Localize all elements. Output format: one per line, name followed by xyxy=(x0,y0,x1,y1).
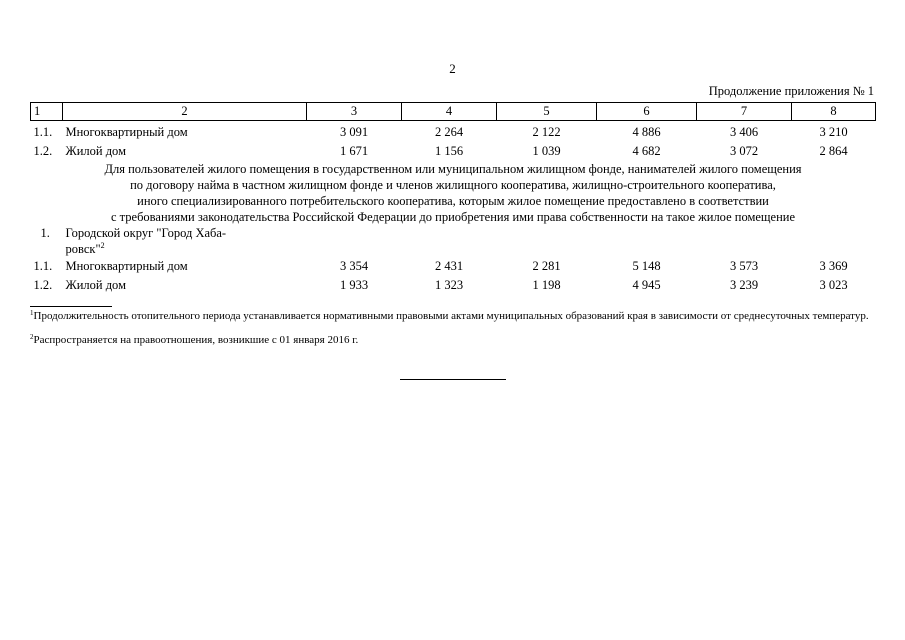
value-cell: 4 945 xyxy=(632,278,661,292)
value-cell: 1 198 xyxy=(532,278,561,292)
footnote-divider xyxy=(30,306,112,307)
footnote-mark: 1 xyxy=(30,309,34,317)
value-cell: 1 156 xyxy=(434,144,464,158)
header-row xyxy=(31,103,876,121)
row-name: Многоквартирный дом xyxy=(65,259,188,273)
section-note xyxy=(31,161,876,225)
value-cell: 3 239 xyxy=(729,278,759,292)
footnote-text: Распространяется на правоотношения, возникшие с 01 января 2016 г. xyxy=(33,334,359,346)
value-cell: 4 682 xyxy=(632,144,661,158)
section-note-line: Для пользователей жилого помещения в государственном или муниципальном жилищном фонде, нанимателей жилого помещения xyxy=(104,162,802,176)
value-cell: 2 264 xyxy=(434,125,464,139)
tariff-table xyxy=(30,102,876,295)
footnote-text: Продолжительность отопительного периода устанавливается нормативными правовыми актами муниципальных образований края в зависимости от среднесуточных температур. xyxy=(33,310,869,322)
table-row xyxy=(31,257,876,276)
footnote xyxy=(30,310,875,322)
row-number: 1.1. xyxy=(33,259,53,273)
end-divider xyxy=(400,379,506,380)
value-cell: 3 354 xyxy=(339,259,369,273)
value-cell: 3 210 xyxy=(819,125,848,139)
value-cell: 1 039 xyxy=(532,144,561,158)
header-cell: 6 xyxy=(597,103,697,121)
value-cell: 2 122 xyxy=(532,125,561,139)
header-cell: 4 xyxy=(402,103,497,121)
value-cell: 5 148 xyxy=(632,259,661,273)
row-number: 1.1. xyxy=(33,125,53,139)
footnote xyxy=(30,334,875,346)
page-number: 2 xyxy=(449,61,456,76)
district-row xyxy=(31,225,876,257)
continuation-label: Продолжение приложения № 1 xyxy=(708,84,874,98)
district-number: 1. xyxy=(40,226,50,240)
value-cell: 1 933 xyxy=(339,278,369,292)
footnote-mark: 2 xyxy=(30,333,34,341)
value-cell: 3 091 xyxy=(339,125,369,139)
header-cell: 2 xyxy=(63,103,307,121)
header-cell: 7 xyxy=(697,103,792,121)
value-cell: 3 573 xyxy=(729,259,759,273)
value-cell: 3 369 xyxy=(819,259,848,273)
section-note-line: по договору найма в частном жилищном фонде и членов жилищного кооператива, жилищно-строительного кооператива, xyxy=(130,178,776,192)
row-name: Жилой дом xyxy=(65,278,126,292)
value-cell: 3 023 xyxy=(819,278,848,292)
district-name-line2: ровск" xyxy=(65,242,101,256)
value-cell: 4 886 xyxy=(632,125,661,139)
value-cell: 1 323 xyxy=(434,278,464,292)
header-cell: 3 xyxy=(307,103,402,121)
row-number: 1.2. xyxy=(33,278,53,292)
header-cell: 1 xyxy=(31,103,63,121)
section-note-line: иного специализированного потребительского кооператива, которым жилое помещение предоставлено в соответствии xyxy=(137,194,769,208)
value-cell: 3 072 xyxy=(729,144,759,158)
district-name-line1: Городской округ "Город Хаба- xyxy=(65,226,227,240)
footnote-mark: 2 xyxy=(100,241,105,250)
row-name: Многоквартирный дом xyxy=(65,125,188,139)
row-number: 1.2. xyxy=(33,144,53,158)
row-name: Жилой дом xyxy=(65,144,126,158)
district-name xyxy=(63,225,307,257)
value-cell: 1 671 xyxy=(339,144,369,158)
value-cell: 2 281 xyxy=(532,259,561,273)
table-row xyxy=(31,142,876,161)
value-cell: 2 864 xyxy=(819,144,848,158)
value-cell: 2 431 xyxy=(434,259,464,273)
section-note-line: с требованиями законодательства Российской Федерации до приобретения ими права собственности на такое жилое помещение xyxy=(110,210,796,224)
section-note-row xyxy=(31,161,876,225)
value-cell: 3 406 xyxy=(729,125,759,139)
header-cell: 5 xyxy=(497,103,597,121)
table-row xyxy=(31,123,876,142)
table-row xyxy=(31,276,876,295)
header-cell: 8 xyxy=(792,103,876,121)
